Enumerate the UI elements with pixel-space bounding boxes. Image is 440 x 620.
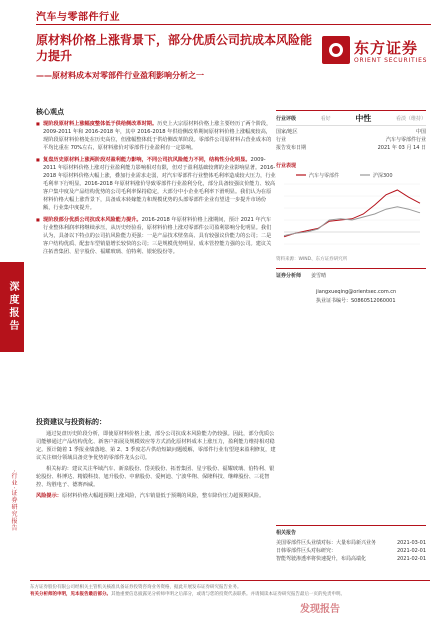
rating-value: 中性: [355, 113, 372, 123]
logo-name-cn: 东方证券: [354, 39, 419, 57]
bullet-3-head: 现阶段部分优质公司抗成本风险能力提升。: [43, 217, 142, 223]
related-heading: 相关报告: [276, 530, 297, 536]
core-bullet-1: [36, 120, 276, 152]
related-title: 日韩零部件巨头对标研究：: [276, 548, 337, 554]
related-divider: [276, 525, 426, 526]
investment-para-1: 通过复盘历史阶段分析，即使原材料价格上涨，部分公司抗成本风险能力仍较强。因此，部分优质公司能够通过产品结构优化、新客户拓展及规模效应等方式消化原材料成本上涨压力，盈利能力维持相对稳定。预计随着 1 季报业绩落地、第 2、3 季度芯片供给短缺问题缓解，零部件行业有望迎来盈利修复，建议关注细分领域具备竞争优势的零部件龙头公司。: [36, 431, 276, 461]
bullet-1-head: 现阶段原材料上涨幅度整体低于供给侧改革时期。: [43, 121, 158, 127]
footer-disclaimer: 东方证券股份有限公司经相关主管机关核准具备证券投资咨询业务资格，据此开展发布证券研究报告业务。: [30, 585, 242, 590]
related-reports: [276, 529, 426, 563]
analyst-divider: [276, 268, 426, 269]
investment-heading: 投资建议与投资标的：: [36, 418, 106, 426]
risk-label: 风险提示：: [36, 493, 62, 499]
brand-logo: [322, 36, 428, 86]
chart-heading: 行业表现: [276, 163, 297, 169]
analyst-cert: 执业证书编号：S0860512060001: [316, 298, 396, 304]
related-title: 智能驾驶渗透率将快速提升，布局高端化: [276, 556, 367, 562]
report-subtitle: ——原材料成本对零部件行业盈利影响分析之一: [36, 71, 204, 80]
rating-details: [276, 128, 426, 152]
related-date: 2021-02-01: [396, 556, 426, 562]
detail-value: 汽车与零部件行业: [385, 137, 426, 143]
detail-row: [276, 136, 426, 144]
bullet-1-body: 历史上大宗原材料价格上涨主要经历了两个阶段，2009-2011 年和 2016-2018 年，其中 2016-2018 年供给侧改革期间原材料价格上涨幅度较高，现阶段原材料价格处在历史高位，但涨幅整体低于供给侧改革阶段。零部件公司原材料占营业成本的平均比重在 70%左右，原材料涨价对零部件行业盈利有一定影响。: [43, 121, 272, 151]
rating-down-label: 看淡（维持）: [395, 115, 426, 122]
core-bullet-3: [36, 216, 276, 256]
investment-section: [36, 418, 276, 500]
detail-key: 行业: [276, 137, 287, 143]
risk-text: 原材料价格大幅超预期上涨风险，汽车销量低于预期的风险，整车降价压力超预期风险。: [61, 493, 265, 499]
investment-para-2: 相关标的：建议关注华域汽车、新泉股份、岱美股份、拓普集团、星宇股份、福耀玻璃、伯特利、银轮股份、科博达、精锻科技、旭升股份、中鼎股份、爱柯迪、宁波华翔、保隆科技、继峰股份、三花智控、均胜电子、德赛西威。: [36, 466, 275, 488]
watermark: 发现报告: [300, 604, 340, 615]
analyst-email[interactable]: jiangxueqing@orientsec.com.cn: [316, 289, 397, 295]
detail-row: [276, 128, 426, 136]
footer-divider: [30, 580, 430, 581]
footer-note: 其他重要信息披露见分析师申明之后部分，或请与您的投资代表联系。并请阅读本证券研究报告最后一页的免责申明。: [111, 592, 345, 597]
analyst-label: 证券分析师: [276, 273, 302, 279]
rating-label: 行业评级: [276, 115, 297, 122]
logo-name-en: ORIENT SECURITIES: [354, 57, 428, 64]
performance-chart: [276, 170, 426, 256]
detail-key: 国家/地区: [276, 129, 298, 135]
detail-key: 报告发布日期: [276, 145, 307, 151]
related-date: 2021-02-01: [396, 548, 426, 554]
analyst-name: 姜雪晴: [311, 273, 327, 279]
related-item[interactable]: [276, 547, 426, 555]
legend-label: 汽车与零部件: [309, 173, 340, 179]
performance-chart-svg: [276, 170, 426, 256]
bullet-2-body: 2009-2011 年原材料价格上涨对行业盈利能力影响相对有限，但对于盈利基础较薄的企业影响显著。2016-2018 年原材料价格大幅上涨，叠加行业需求走弱，对汽车零部件行业整体毛利率造成较大压力，行业毛利率下行明显。2016-2018 年原材料涨价导致零部件行业盈利分化，部分具备较强议价能力、较高客户集中度及产品结构优势的公司毛利率保持稳定，大部分中小企业毛利率下滑明显。我们认为在原材料价格大幅上涨背景下，具备成本转嫁能力和规模优势的头部零部件企业有望进一步提升市场份额，行业集中度提升。: [43, 157, 276, 211]
detail-value: 中国: [415, 129, 426, 135]
bullet-3-body: 2016-2018 年原材料价格上涨期间，预计 2021 年汽车行业整体利润率将继续承压，从历史经验看，原材料价格上涨对零部件公司盈利影响分化明显。我们认为，具备以下特点的公司抗风险能力更强：一是产品技术壁垒高、具有较强议价能力的公司；二是客户结构优质、配套车型销量增长较快的公司；三是规模优势明显、成本管控能力强的公司。建议关注拓普集团、星宇股份、福耀玻璃、伯特利、银轮股份等。: [43, 217, 272, 255]
report-title: 原材料价格上涨背景下，部分优质公司抗成本风险能力提升: [36, 33, 313, 63]
footer-note-label: 有关分析师的申明，见本报告最后部分。: [30, 592, 111, 597]
footer: [30, 584, 430, 598]
series-line: [284, 190, 420, 237]
industry-label: 汽车与零部件行业: [36, 12, 120, 23]
bullet-2-head: 复盘历史原材料上涨两阶段对盈利能力影响，不同公司抗风险能力不同，结构性分化明显。: [43, 157, 251, 163]
analyst-block: [276, 272, 426, 304]
logo-icon: [322, 36, 350, 64]
core-bullet-2: [36, 156, 276, 212]
related-title: 美国零部件巨头业绩对标：大量布局新兴业务: [276, 540, 377, 546]
header-divider: [36, 24, 431, 25]
side-bottom-label: ·行业·证券研究报告: [10, 470, 17, 532]
rating-up-label: 看好: [320, 115, 331, 122]
detail-value: 2021 年 03 月 14 日: [377, 145, 426, 151]
core-heading: 核心观点: [36, 108, 64, 116]
related-item[interactable]: [276, 539, 426, 547]
risk-block: [36, 492, 276, 500]
chart-source: 资料来源：WIND、东方证券研究所: [276, 257, 348, 262]
related-item[interactable]: [276, 555, 426, 563]
related-date: 2021-03-01: [396, 540, 426, 546]
core-points-section: [36, 108, 276, 256]
rating-row: [276, 110, 426, 126]
report-type-tab: 深度报告: [0, 262, 24, 352]
legend-label: 沪深300: [373, 173, 393, 179]
detail-row: [276, 144, 426, 152]
